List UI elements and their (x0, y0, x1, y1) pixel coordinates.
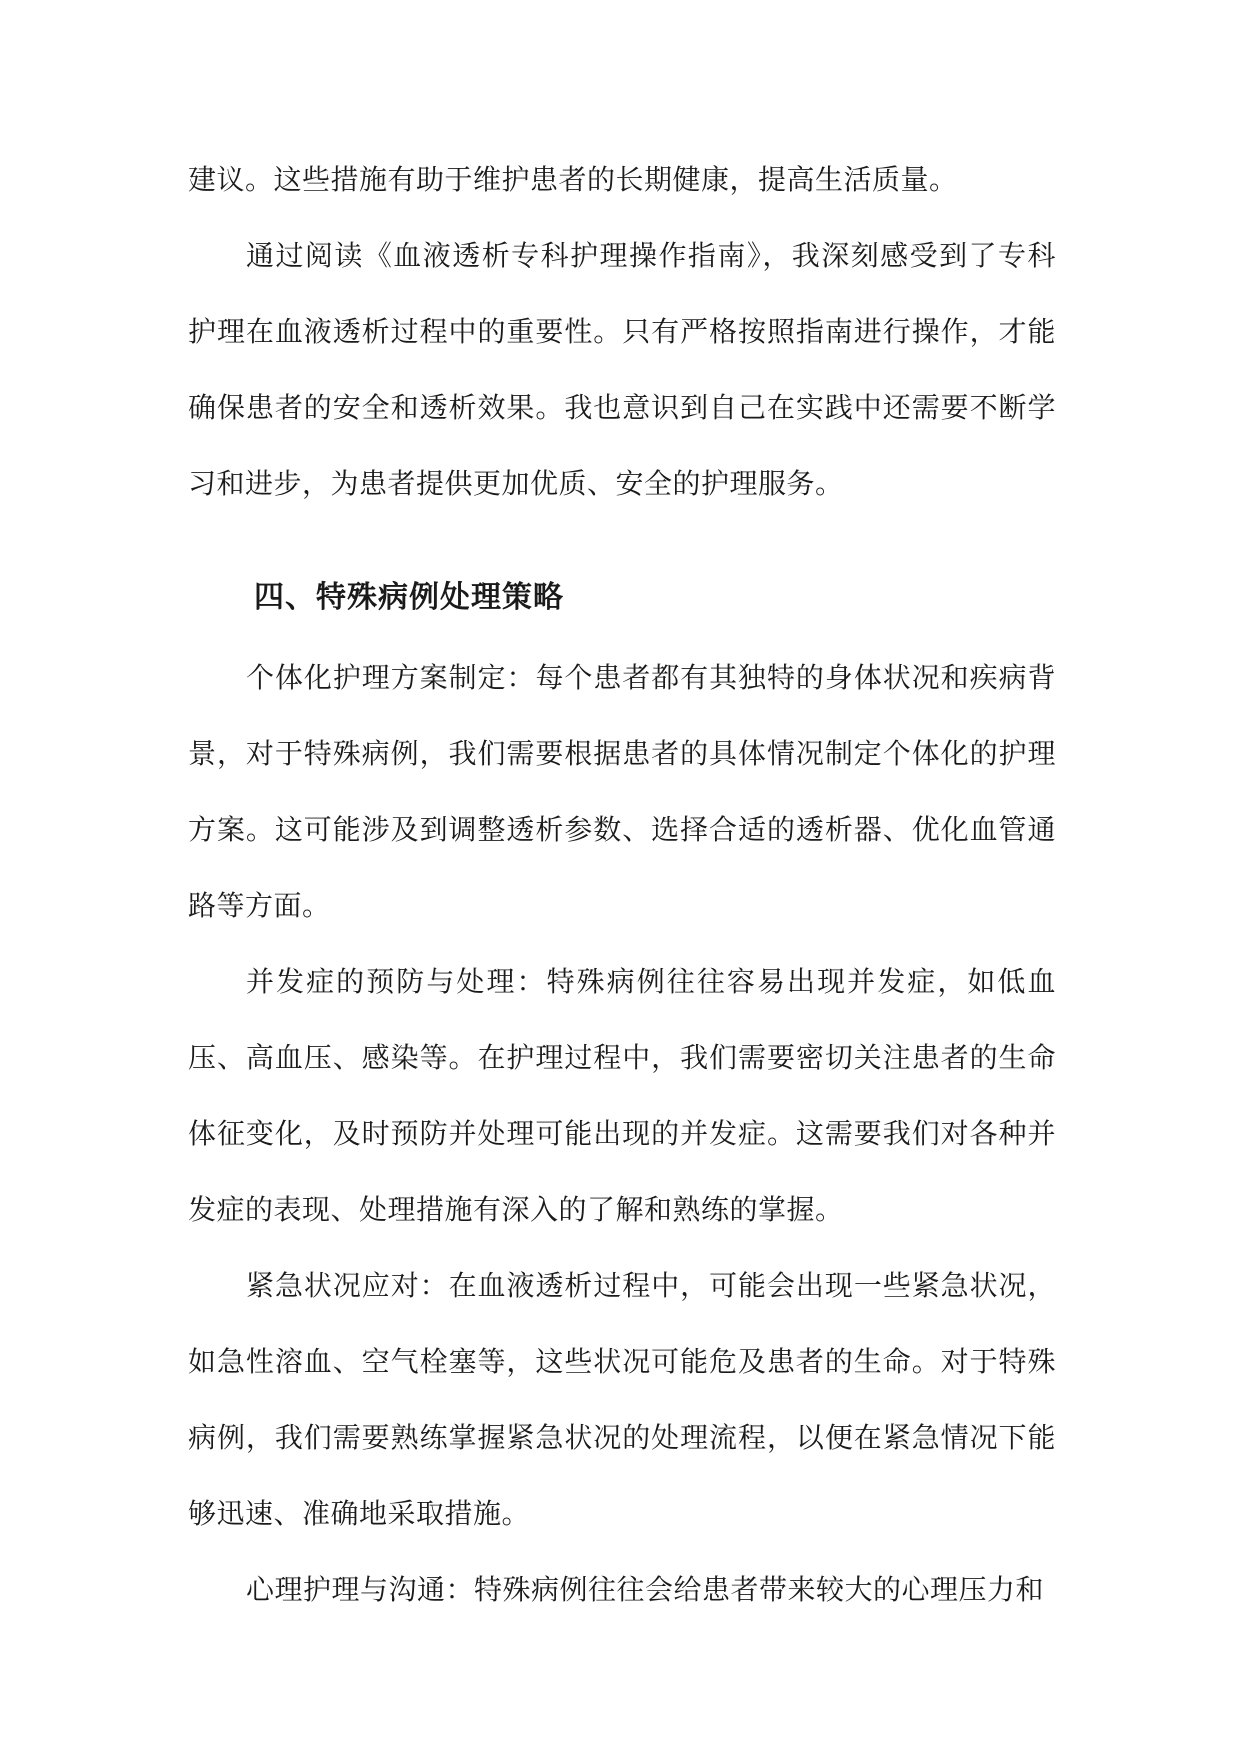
section-heading: 四、特殊病例处理策略 (254, 580, 564, 615)
document-body (188, 142, 1056, 1628)
paragraph-emergency-response: 紧急状况应对：在血液透析过程中，可能会出现一些紧急状况，如急性溶血、空气栓塞等，这些状况可能危及患者的生命。对于特殊病例，我们需要熟练掌握紧急状况的处理流程，以便在紧急情况下能够迅速、准确地采取措施。 (188, 1269, 1056, 1530)
paragraph-complications: 并发症的预防与处理：特殊病例往往容易出现并发症，如低血压、高血压、感染等。在护理过程中，我们需要密切关注患者的生命体征变化，及时预防并处理可能出现的并发症。这需要我们对各种并发症的表现、处理措施有深入的了解和熟练的掌握。 (188, 965, 1056, 1226)
paragraph-psychological-care: 心理护理与沟通：特殊病例往往会给患者带来较大的心理压力和 (246, 1573, 1045, 1606)
paragraph-individualized-care: 个体化护理方案制定：每个患者都有其独特的身体状况和疾病背景，对于特殊病例，我们需要根据患者的具体情况制定个体化的护理方案。这可能涉及到调整透析参数、选择合适的透析器、优化血管通路等方面。 (188, 661, 1056, 922)
paragraph-reading-reflection: 通过阅读《血液透析专科护理操作指南》，我深刻感受到了专科护理在血液透析过程中的重要性。只有严格按照指南进行操作，才能确保患者的安全和透析效果。我也意识到自己在实践中还需要不断学习和进步，为患者提供更加优质、安全的护理服务。 (188, 239, 1056, 500)
paragraph-continuation: 建议。这些措施有助于维护患者的长期健康，提高生活质量。 (188, 163, 958, 196)
